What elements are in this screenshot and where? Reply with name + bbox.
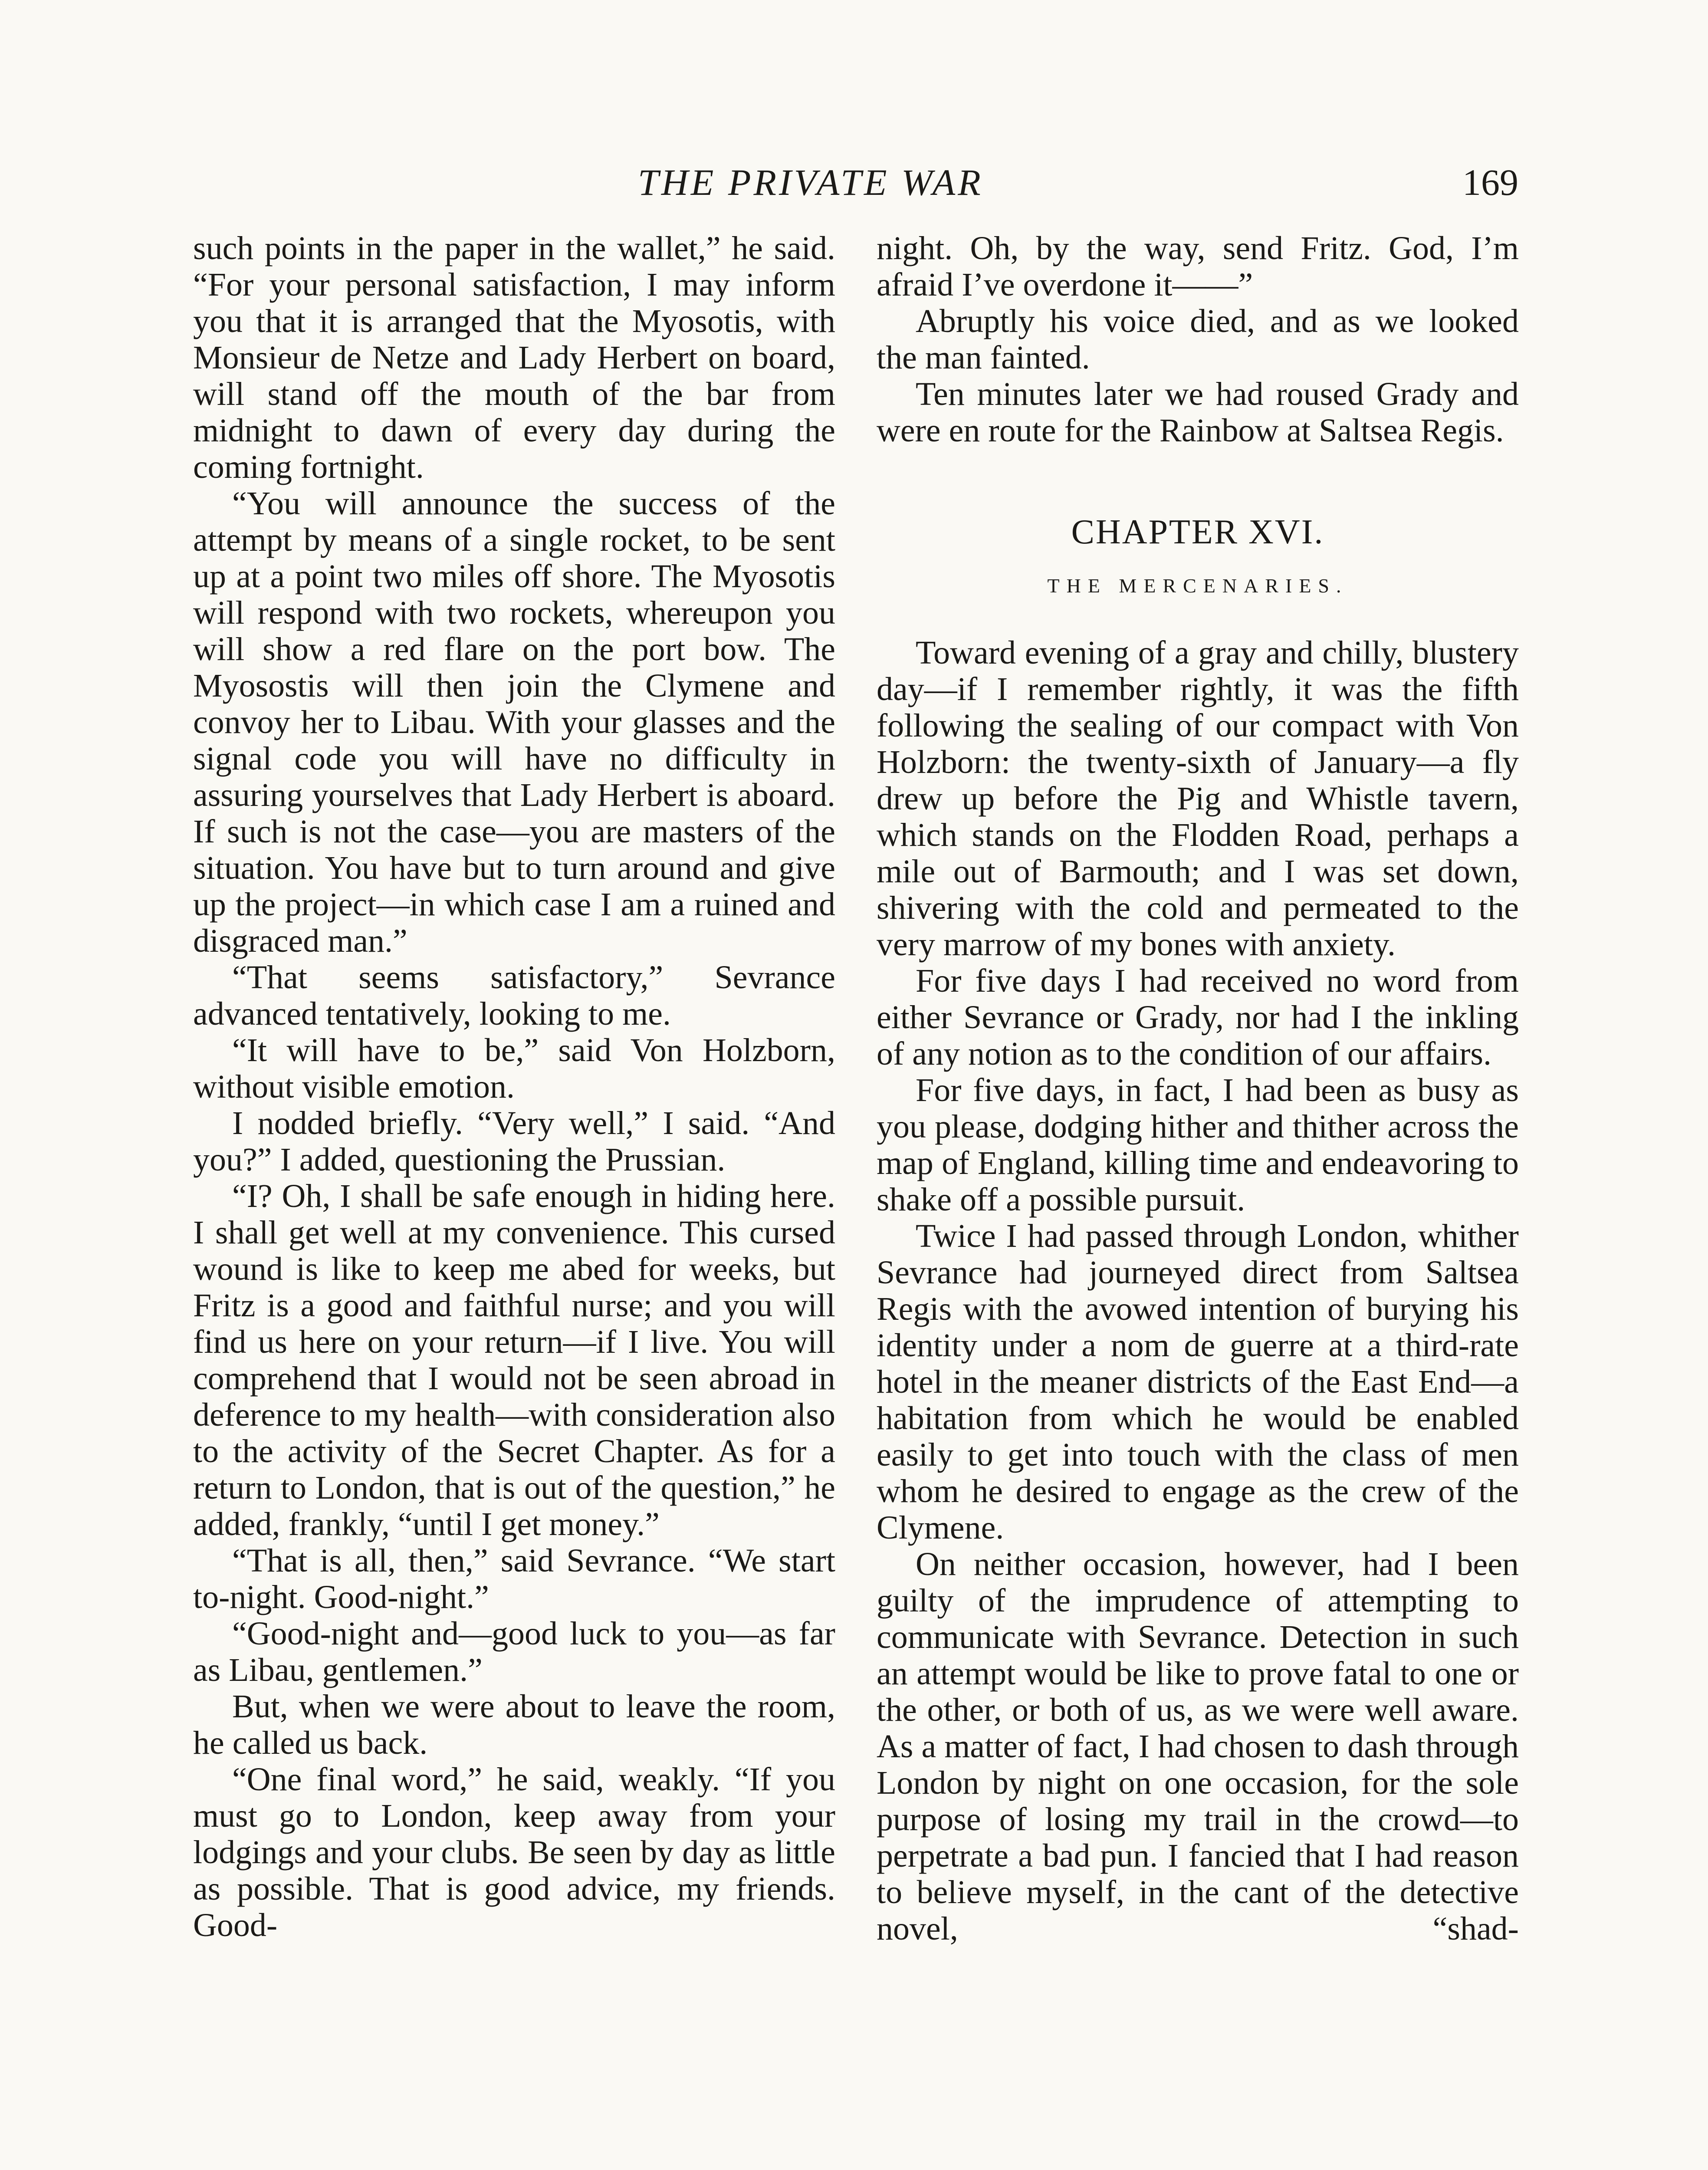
chapter-title: CHAPTER XVI. [1071, 513, 1324, 551]
running-head-title: THE PRIVATE WAR [638, 161, 983, 203]
paragraph: Twice I had passed through London, whither Sevrance had journeyed direct from Saltsea Regis with the avowed intention of burying his identity under a nom de guerre at a third-rate hotel in the meaner districts of the East End—a habitation from which he would be enabled easily to get into touch with the class of men whom he desired to engage as the crew of the Clymene. [877, 1218, 1519, 1546]
paragraph: But, when we were about to leave the room, he called us back. [193, 1688, 835, 1761]
paragraph: Ten minutes later we had roused Grady and were en route for the Rainbow at Saltsea Regis. [877, 376, 1519, 449]
paragraph: For five days I had received no word from either Sevrance or Grady, nor had I the inkling of any notion as to the condition of our affairs. [877, 963, 1519, 1072]
paragraph: I nodded briefly. “Very well,” I said. “And you?” I added, questioning the Prussian. [193, 1105, 835, 1178]
paragraph: Toward evening of a gray and chilly, blustery day—if I remember rightly, it was the fifth following the sealing of our compact with Von Holzborn: the twenty-sixth of January—a fly drew up before the Pig and Whistle tavern, which stands on the Flodden Road, perhaps a mile out of Barmouth; and I was set down, shivering with the cold and permeated to the very marrow of my bones with anxiety. [877, 635, 1519, 963]
paragraph: “That is all, then,” said Sevrance. “We start to-night. Good-night.” [193, 1542, 835, 1615]
right-column [877, 230, 1519, 1947]
paragraph: “You will announce the success of the attempt by means of a single rocket, to be sent up at a point two miles off shore. The Myosotis will respond with two rockets, whereupon you will show a red flare on the port bow. The Myosostis will then join the Clymene and convoy her to Libau. With your glasses and the signal code you will have no difficulty in assuring yourselves that Lady Herbert is aboard. If such is not the case—you are masters of the situation. You have but to turn around and give up the project—in which case I am a ruined and disgraced man.” [193, 485, 835, 959]
left-column [193, 230, 835, 1943]
paragraph: On neither occasion, however, had I been guilty of the imprudence of attempting to communicate with Sevrance. Detection in such an attempt would be like to prove fatal to one or the other, or both of us, as we were well aware. As a matter of fact, I had chosen to dash through London by night on one occasion, for the sole purpose of losing my trail in the crowd—to perpetrate a bad pun. I fancied that I had reason to believe myself, in the cant of the detective novel, “shad- [877, 1546, 1519, 1947]
paragraph: “That seems satisfactory,” Sevrance advanced tentatively, looking to me. [193, 959, 835, 1032]
paragraph: “Good-night and—good luck to you—as far as Libau, gentlemen.” [193, 1615, 835, 1688]
paragraph: “It will have to be,” said Von Holzborn, without visible emotion. [193, 1032, 835, 1105]
paragraph: such points in the paper in the wallet,” he said. “For your personal satisfaction, I may inform you that it is arranged that the Myosotis, with Monsieur de Netze and Lady Herbert on board, will stand off the mouth of the bar from midnight to dawn of every day during the coming fortnight. [193, 230, 835, 485]
chapter-subtitle: THE MERCENARIES. [1047, 575, 1348, 597]
paragraph: “I? Oh, I shall be safe enough in hiding here. I shall get well at my convenience. This cursed wound is like to keep me abed for weeks, but Fritz is a good and faithful nurse; and you will find us here on your return—if I live. You will comprehend that I would not be seen abroad in deference to my health—with consideration also to the activity of the Secret Chapter. As for a return to London, that is out of the question,” he added, frankly, “until I get money.” [193, 1178, 835, 1542]
paragraph: night. Oh, by the way, send Fritz. God, I’m afraid I’ve overdone it——” [877, 230, 1519, 303]
paragraph: Abruptly his voice died, and as we looked the man fainted. [877, 303, 1519, 376]
page-number: 169 [1462, 161, 1518, 203]
paragraph: For five days, in fact, I had been as busy as you please, dodging hither and thither across the map of England, killing time and endeavoring to shake off a possible pursuit. [877, 1072, 1519, 1218]
paragraph: “One final word,” he said, weakly. “If you must go to London, keep away from your lodgings and your clubs. Be seen by day as little as possible. That is good advice, my friends. Good- [193, 1761, 835, 1943]
